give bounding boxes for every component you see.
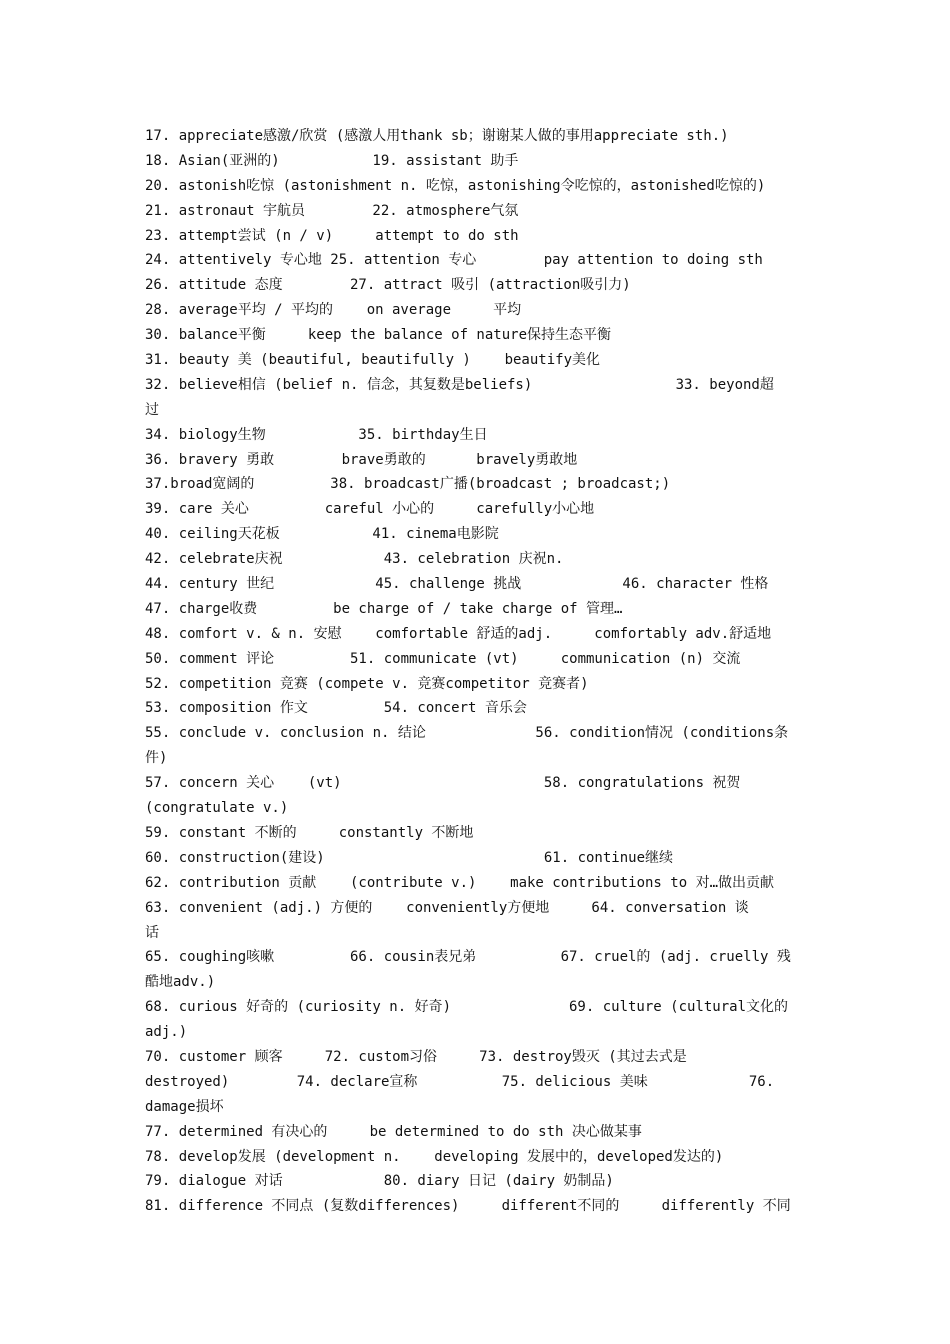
text-line: 20. astonish吃惊 (astonishment n. 吃惊，astonishing令吃惊的，astonished吃惊的) bbox=[145, 177, 766, 194]
text-line: 57. concern 关心 (vt) 58. congratulations 祝贺 bbox=[145, 775, 741, 792]
text-line: 36. bravery 勇敢 brave勇敢的 bravely勇敢地 bbox=[145, 451, 578, 468]
text-line: 30. balance平衡 keep the balance of nature保持生态平衡 bbox=[145, 327, 612, 344]
text-line: 53. composition 作文 54. concert 音乐会 bbox=[145, 700, 527, 717]
text-line: 63. convenient (adj.) 方便的 conveniently方便地 64. conversation 谈 bbox=[145, 899, 749, 916]
text-line: 81. difference 不同点 (复数differences) different不同的 differently 不同 bbox=[145, 1198, 791, 1215]
text-line: 23. attempt尝试 (n / v) attempt to do sth bbox=[145, 227, 519, 244]
text-line: 52. competition 竞赛 (compete v. 竞赛competitor 竞赛者) bbox=[145, 675, 589, 692]
text-line: 过 bbox=[145, 401, 159, 418]
text-line: (congratulate v.) bbox=[145, 800, 289, 817]
vocabulary-list bbox=[145, 124, 810, 1219]
text-line: 34. biology生物 35. birthday生日 bbox=[145, 426, 488, 443]
text-line: 26. attitude 态度 27. attract 吸引 (attraction吸引力) bbox=[145, 277, 631, 294]
text-line: 70. customer 顾客 72. custom习俗 73. destroy毁灭 (其过去式是 bbox=[145, 1048, 687, 1065]
text-line: 40. ceiling天花板 41. cinema电影院 bbox=[145, 526, 499, 543]
text-line: 47. charge收费 be charge of / take charge of 管理… bbox=[145, 600, 623, 617]
text-line: 31. beauty 美 (beautiful, beautifully ) beautify美化 bbox=[145, 352, 601, 369]
text-line: 件) bbox=[145, 750, 168, 767]
text-line: damage损坏 bbox=[145, 1098, 224, 1115]
text-line: 酷地adv.) bbox=[145, 974, 216, 991]
text-line: 44. century 世纪 45. challenge 挑战 46. character 性格 bbox=[145, 576, 769, 593]
text-line: 48. comfort v. & n. 安慰 comfortable 舒适的adj. comfortably adv.舒适地 bbox=[145, 625, 772, 642]
text-line: 21. astronaut 宇航员 22. atmosphere气氛 bbox=[145, 202, 519, 219]
text-line: 话 bbox=[145, 924, 159, 941]
text-line: 60. construction(建设) 61. continue继续 bbox=[145, 849, 674, 866]
text-line: 17. appreciate感激/欣赏 (感激人用thank sb；谢谢某人做的事用appreciate sth.) bbox=[145, 128, 729, 144]
text-line: 78. develop发展 (development n. developing 发展中的，developed发达的) bbox=[145, 1148, 724, 1165]
text-line: 68. curious 好奇的 (curiosity n. 好奇) 69. culture (cultural文化的 bbox=[145, 999, 789, 1016]
text-line: 50. comment 评论 51. communicate (vt) communication (n) 交流 bbox=[145, 650, 741, 667]
text-line: 39. care 关心 careful 小心的 carefully小心地 bbox=[145, 501, 595, 518]
text-line: 65. coughing咳嗽 66. cousin表兄弟 67. cruel的 (adj. cruelly 残 bbox=[145, 949, 791, 966]
text-line: 77. determined 有决心的 be determined to do sth 决心做某事 bbox=[145, 1123, 642, 1140]
text-line: 59. constant 不断的 constantly 不断地 bbox=[145, 824, 474, 841]
text-line: 37.broad宽阔的 38. broadcast广播(broadcast ; broadcast;) bbox=[145, 476, 671, 493]
text-line: 79. dialogue 对话 80. diary 日记 (dairy 奶制品) bbox=[145, 1173, 614, 1190]
text-line: 62. contribution 贡献 (contribute v.) make contributions to 对…做出贡献 bbox=[145, 874, 775, 891]
text-line: 24. attentively 专心地 25. attention 专心 pay attention to doing sth bbox=[145, 252, 763, 269]
text-line: 42. celebrate庆祝 43. celebration 庆祝n. bbox=[145, 551, 564, 568]
text-line: 18. Asian(亚洲的) 19. assistant 助手 bbox=[145, 152, 519, 169]
text-line: 28. average平均 / 平均的 on average 平均 bbox=[145, 302, 522, 319]
text-line: adj.) bbox=[145, 1024, 188, 1041]
text-line: 32. believe相信 (belief n. 信念，其复数是beliefs) 33. beyond超 bbox=[145, 376, 774, 393]
text-line: 55. conclude v. conclusion n. 结论 56. condition情况 (conditions条 bbox=[145, 725, 789, 742]
text-line: destroyed) 74. declare宣称 75. delicious 美味 76. bbox=[145, 1073, 775, 1090]
